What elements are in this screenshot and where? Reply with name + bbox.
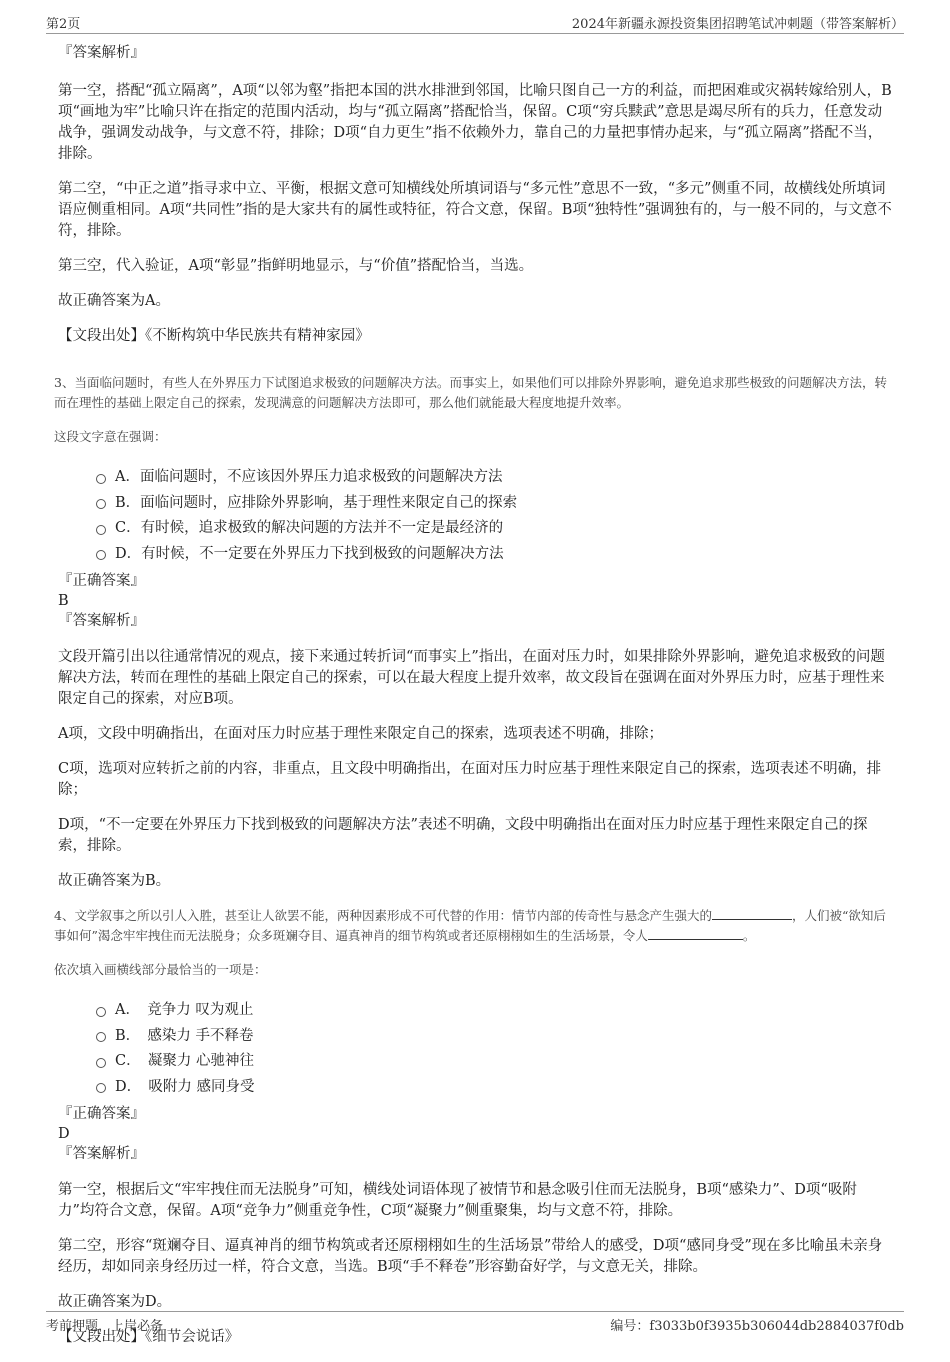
q2-source: 【文段出处】《不断构筑中华民族共有精神家园》 [58,328,370,344]
q3-para-2: A项，文段中明确指出，在面对压力时应基于理性来限定自己的探索，选项表述不明确，排除； [58,726,663,742]
q3-para-5: 故正确答案为B。 [58,873,171,889]
q3-options [96,463,892,565]
q4-para-3: 故正确答案为D。 [58,1294,172,1310]
q4-para-2: 第二空，形容“斑斓夺目、逼真神肖的细节构筑或者还原栩栩如生的生活场景”带给人的感受，D项“感同身受”现在多比喻虽未亲身经历，却如同亲身经历过一样，符合文意，当选。B项“手不释卷”形容勤奋好学，与文意无关，排除。 [58,1238,883,1275]
document-title: 2024年新疆永源投资集团招聘笔试冲刺题（带答案解析） [571,17,904,32]
radio-icon[interactable] [96,1083,106,1093]
q3-answer: B [58,593,69,609]
q4-option-c[interactable]: C． 凝聚力 心驰神往 [96,1047,892,1073]
q3-option-b[interactable]: B．面临问题时，应排除外界影响，基于理性来限定自己的探索 [96,489,892,515]
q3-answer-label: 『正确答案』 [58,573,145,589]
q2-para-3: 第三空，代入验证，A项“彰显”指鲜明地显示，与“价值”搭配恰当，当选。 [58,258,534,274]
radio-icon[interactable] [96,550,106,560]
q4-option-d[interactable]: D． 吸附力 感同身受 [96,1073,892,1099]
page-header [46,13,904,34]
q4-answer-label: 『正确答案』 [58,1106,145,1122]
q4-explain-label: 『答案解析』 [58,1146,145,1162]
q3-option-a[interactable]: A．面临问题时，不应该因外界压力追求极致的问题解决方法 [96,463,892,489]
q3-para-3: C项，选项对应转折之前的内容，非重点，且文段中明确指出，在面对压力时应基于理性来限定自己的探索，选项表述不明确，排除； [58,761,882,798]
q3-explain-label: 『答案解析』 [58,613,145,629]
q3-para-1: 文段开篇引出以往通常情况的观点，接下来通过转折词“而事实上”指出，在面对压力时，如果排除外界影响，避免追求极致的问题解决方法，转而在理性的基础上限定自己的探索，可以在最大程度上提升效率，故文段旨在强调在面对外界压力时，应基于理性来限定自己的探索，对应B项。 [58,649,885,707]
q4-source: 【文段出处】《细节会说话》 [58,1329,240,1345]
radio-icon[interactable] [96,525,106,535]
q3-prompt: 这段文字意在强调： [54,429,167,444]
q2-para-1: 第一空，搭配“孤立隔离”，A项“以邻为壑”指把本国的洪水排泄到邻国，比喻只图自己一方的利益，而把困难或灾祸转嫁给别人，B项“画地为牢”比喻只许在指定的范围内活动，均与“孤立隔离”搭配恰当，保留。C项“穷兵黩武”意思是竭尽所有的兵力，任意发动战争，强调发动战争，与文意不符，排除；D项“自力更生”指不依赖外力，靠自己的力量把事情办起来，与“孤立隔离”搭配不当，排除。 [58,83,892,162]
radio-icon[interactable] [96,499,106,509]
q2-para-2: 第二空，“中正之道”指寻求中立、平衡，根据文意可知横线处所填词语与“多元性”意思不一致，“多元”侧重不同，故横线处所填词语应侧重相同。A项“共同性”指的是大家共有的属性或特征，符合文意，保留。B项“独特性”强调独有的，与一般不同的，与文意不符，排除。 [58,181,892,239]
radio-icon[interactable] [96,1032,106,1042]
q4-para-1: 第一空，根据后文“牢牢拽住而无法脱身”可知，横线处词语体现了被情节和悬念吸引住而无法脱身，B项“感染力”、D项“吸附力”均符合文意，保留。A项“竞争力”侧重竞争性，C项“凝聚力”侧重聚集，均与文意不符，排除。 [58,1182,857,1219]
q4-options [96,996,892,1098]
radio-icon[interactable] [96,474,106,484]
q2-para-4: 故正确答案为A。 [58,293,170,309]
q2-explain-label: 『答案解析』 [58,45,145,61]
q3-stem: 3、当面临问题时，有些人在外界压力下试图追求极致的问题解决方法。而事实上，如果他们可以排除外界影响，避免追求那些极致的问题解决方法，转而在理性的基础上限定自己的探索，发现满意的问题解决方法即可，那么他们就能最大程度地提升效率。 [54,375,887,410]
radio-icon[interactable] [96,1007,106,1017]
footer-slogan: 考前押题，上岸必备 [46,1319,164,1334]
document-id: 编号：f3033b0f3935b306044db2884037f0db [610,1319,904,1334]
radio-icon[interactable] [96,1058,106,1068]
answer-blank [648,927,743,940]
q3-para-4: D项，“不一定要在外界压力下找到极致的问题解决方法”表述不明确，文段中明确指出在面对压力时应基于理性来限定自己的探索，排除。 [58,817,868,854]
q4-prompt: 依次填入画横线部分最恰当的一项是： [54,962,267,977]
q4-answer: D [58,1126,70,1142]
q4-option-a[interactable]: A． 竞争力 叹为观止 [96,996,892,1022]
page-footer [46,1311,904,1335]
page-content [54,43,892,1362]
page-number: 第2页 [46,17,81,32]
q3-option-d[interactable]: D．有时候，不一定要在外界压力下找到极致的问题解决方法 [96,540,892,566]
q4-stem: 4、文学叙事之所以引人入胜，甚至让人欲罢不能，两种因素形成不可代替的作用：情节内部的传奇性与悬念产生强大的 ，人们被“欲知后事如何”渴念牢牢拽住而无法脱身；众多斑斓夺目、逼真神肖的细节构筑或者还原栩栩如生的生活场景，令人 。 [54,908,886,943]
q4-option-b[interactable]: B． 感染力 手不释卷 [96,1022,892,1048]
answer-blank [712,907,792,920]
q3-option-c[interactable]: C．有时候，追求极致的解决问题的方法并不一定是最经济的 [96,514,892,540]
